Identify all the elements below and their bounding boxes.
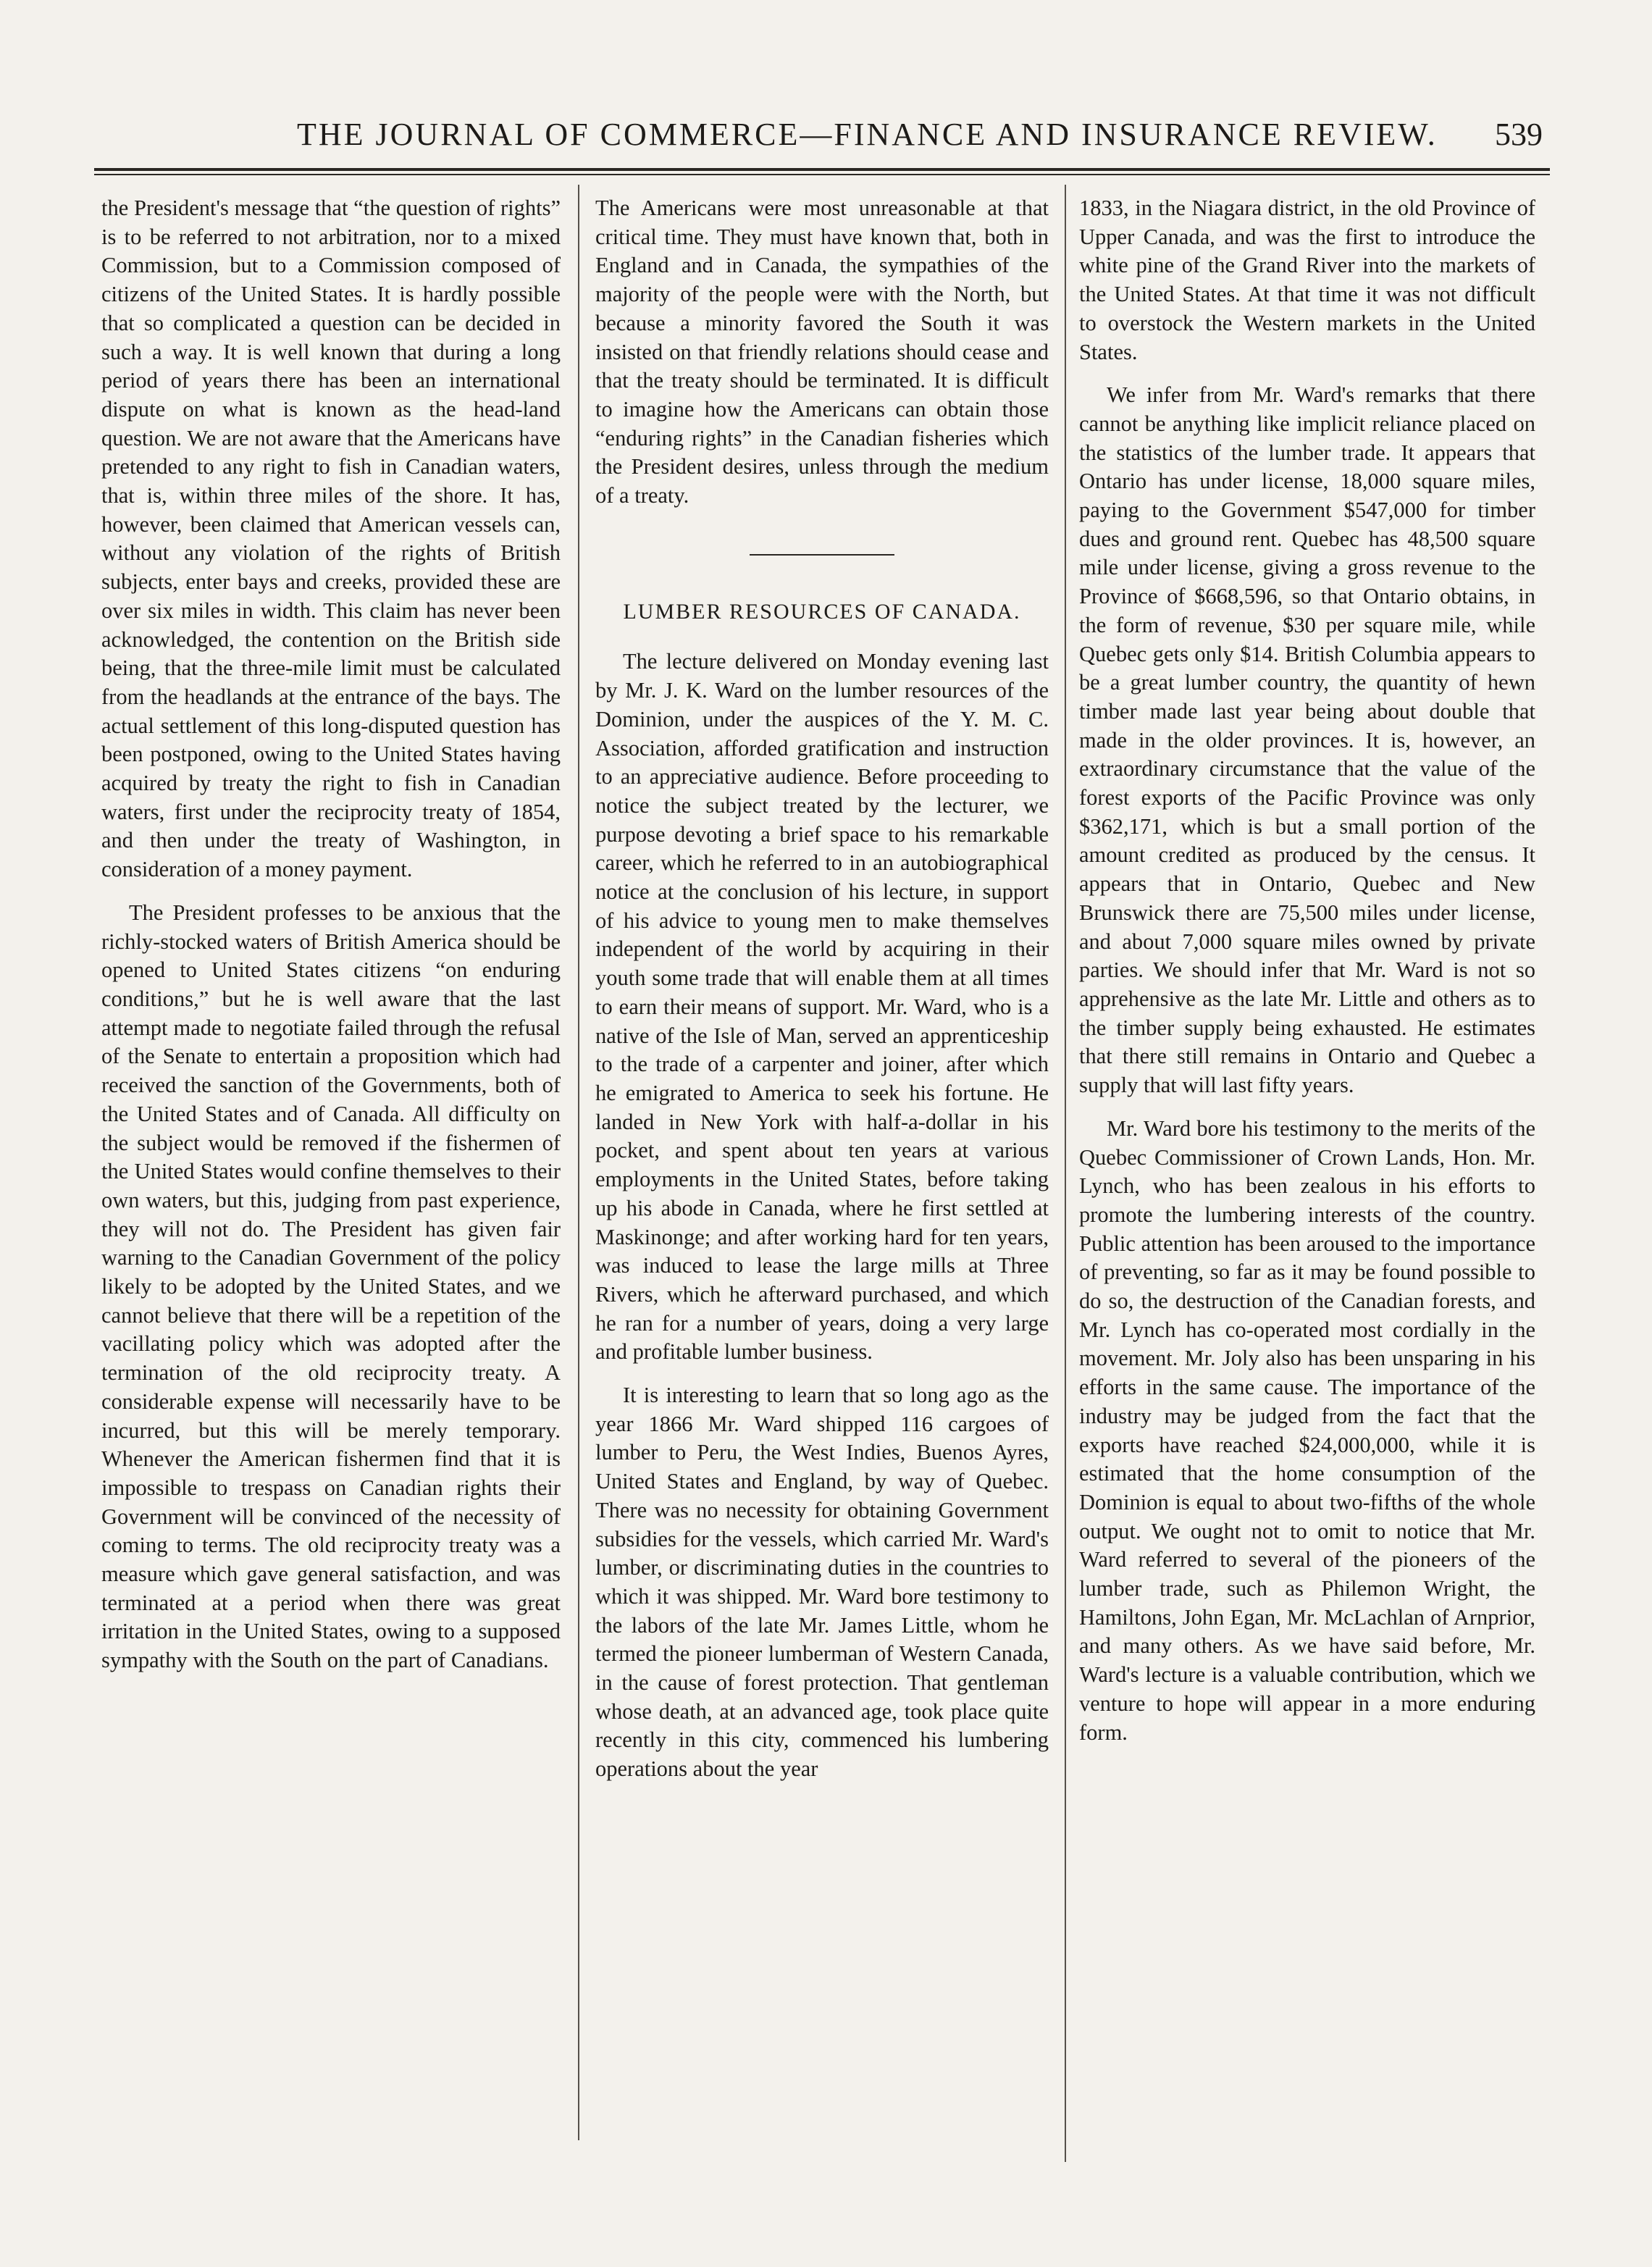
section-divider <box>750 554 894 556</box>
paragraph: The lecture delivered on Monday evening last by Mr. J. K. Ward on the lumber resources of the Dominion, under the auspices of the Y. M. C. Association, afforded gratification and instruction to an appreciative audience. Before proceeding to notice the subject treated by the lecturer, we purpose devoting a brief space to his remarkable career, which he referred to in an autobiographical notice at the conclusion of his lecture, in support of his advice to young men to make themselves independent of the world by acquiring in their youth some trade that will enable them at all times to earn their means of support. Mr. Ward, who is a native of the Isle of Man, served an apprenticeship to the trade of a carpenter and joiner, after which he emigrated to America to seek his fortune. He landed in New York with half-a-dollar in his pocket, and spent about ten years at various employments in the United States, before taking up his abode in Canada, where he first settled at Maskinonge; and after working hard for ten years, was induced to lease the large mills at Three Rivers, which he afterward purchased, and which he ran for a number of years, doing a very large and profitable lumber business. <box>595 649 1049 1365</box>
page-number: 539 <box>1495 117 1543 152</box>
paragraph: the President's message that “the question of rights” is to be referred to not arbitration, nor to a mixed Commission, but to a Commission composed of citizens of the United States. It is hardly possible that so complicated a question can be decided in such a way. It is well known that during a long period of years there has been an international dispute on what is known as the head-land question. We are not aware that the Americans have pretended to any right to fish in Canadian waters, that is, within three miles of the shore. It has, however, been claimed that American vessels can, without any violation of the rights of British subjects, enter bays and creeks, provided these are over six miles in width. This claim has never been acknowledged, the contention on the British side being, that the three-mile limit must be calculated from the headlands at the entrance of the bays. The actual settlement of this long-disputed question has been postponed, owing to the United States having acquired by treaty the right to fish in Canadian waters, first under the reciprocity treaty of 1854, and then under the treaty of Washington, in consideration of a money payment. <box>101 196 561 882</box>
column-1 <box>101 194 561 1690</box>
column-2 <box>595 194 1049 1798</box>
paragraph: Mr. Ward bore his testimony to the merits of the Quebec Commissioner of Crown Lands, Hon. Mr. Lynch, who has been zealous in his efforts to promote the lumbering interests of the country. Public attention has been aroused to the importance of preventing, so far as it may be found possible to do so, the destruction of the Canadian forests, and Mr. Lynch has co-operated most cordially in the movement. Mr. Joly also has been unsparing in his efforts in the same cause. The importance of the industry may be judged from the fact that the exports have reached $24,000,000, while it is estimated that the home consumption of the Dominion is equal to about two-fifths of the whole output. We ought not to omit to notice that Mr. Ward referred to several of the pioneers of the lumber trade, such as Philemon Wright, the Hamiltons, John Egan, Mr. McLachlan of Arnprior, and many others. As we have said before, Mr. Ward's lecture is a valuable contribution, which we venture to hope will appear in a more enduring form. <box>1079 1115 1535 1745</box>
paragraph: It is interesting to learn that so long ago as the year 1866 Mr. Ward shipped 116 cargoes of lumber to Peru, the West Indies, Buenos Ayres, United States and England, by way of Quebec. There was no necessity for obtaining Government subsidies for the vessels, which carried Mr. Ward's lumber, or discriminating duties in the countries to which it was shipped. Mr. Ward bore testimony to the labors of the late Mr. James Little, whom he termed the pioneer lumberman of Western Canada, in the cause of forest protection. That gentleman whose death, at an advanced age, took place quite recently in this city, commenced his lumbering operations about the year <box>595 1383 1049 1782</box>
column-3 <box>1079 194 1535 1761</box>
column-divider-2 <box>1065 185 1066 2162</box>
column-divider-1 <box>578 185 579 2140</box>
header-rule <box>94 168 1550 171</box>
paragraph: The President professes to be anxious that the richly-stocked waters of British America should be opened to United States citizens “on enduring conditions,” but he is well aware that the last attempt made to negotiate failed through the refusal of the Senate to entertain a proposition which had received the sanction of the Governments, both of the United States and of Canada. All difficulty on the subject would be removed if the fishermen of the United States would confine themselves to their own waters, but this, judging from past experience, they will not do. The President has given fair warning to the Canadian Government of the policy likely to be adopted by the United States, and we cannot believe that there will be a repetition of the vacillating policy which was adopted after the termination of the old reciprocity treaty. A considerable expense will necessarily have to be incurred, but this will be merely temporary. Whenever the American fishermen find that it is impossible to trespass on Canadian rights their Government will be convinced of the necessity of coming to terms. The old reciprocity treaty was a measure which gave general satisfaction, and was terminated at a period when there was great irritation in the United States, owing to a supposed sympathy with the South on the part of Canadians. <box>101 900 561 1673</box>
running-title: THE JOURNAL OF COMMERCE—FINANCE AND INSURANCE REVIEW. <box>297 117 1438 152</box>
page-header <box>109 116 1550 159</box>
paragraph: 1833, in the Niagara district, in the old Province of Upper Canada, and was the first to introduce the white pine of the Grand River into the markets of the United States. At that time it was not difficult to overstock the Western markets in the United States. <box>1079 196 1535 364</box>
paragraph: We infer from Mr. Ward's remarks that there cannot be anything like implicit reliance placed on the statistics of the lumber trade. It appears that Ontario has under license, 18,000 square miles, paying to the Government $547,000 for timber dues and ground rent. Quebec has 48,500 square mile under license, giving a gross revenue to the Province of $668,596, so that Ontario obtains, in the form of revenue, $30 per square mile, while Quebec gets only $14. British Columbia appears to be a great lumber country, the quantity of hewn timber made last year being about double that made in the older provinces. It is, however, an extraordinary circumstance that the value of the forest exports of the Pacific Province was only $362,171, which is but a small portion of the amount credited as produced by the census. It appears that in Ontario, Quebec and New Brunswick there are 75,500 miles under license, and about 7,000 square miles owned by private parties. We should infer that Mr. Ward is not so apprehensive as the late Mr. Little and others as to the timber supply being exhausted. He estimates that there still remains in Ontario and Quebec a supply that will last fifty years. <box>1079 382 1535 1098</box>
header-rule-thin <box>94 174 1550 175</box>
paragraph: The Americans were most unreasonable at that critical time. They must have known that, both in England and in Canada, the sympathies of the majority of the people were with the North, but because a minority favored the South it was insisted on that friendly relations should cease and that the treaty should be terminated. It is difficult to imagine how the Americans can obtain those “enduring rights” in the Canadian fisheries which the President desires, unless through the medium of a treaty. <box>595 196 1049 508</box>
section-heading: LUMBER RESOURCES OF CANADA. <box>623 599 1021 624</box>
